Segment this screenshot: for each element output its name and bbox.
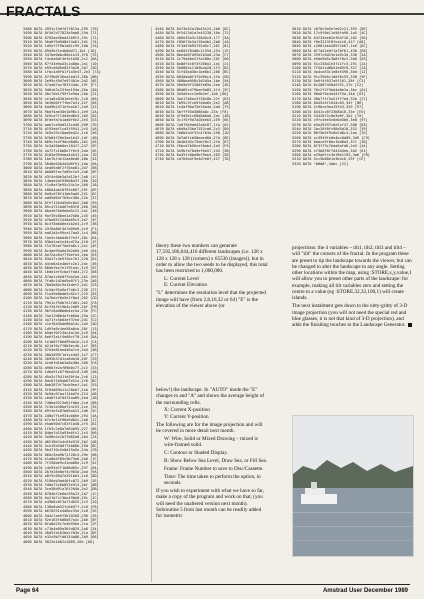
listing-line: 4730 DATA 6a35fc0ba9bf9ee4,265 [58] bbox=[155, 152, 231, 157]
listing-line: 4040 DATA 16da1ef5cba7fdd4,272 [68] bbox=[23, 270, 99, 275]
listing-line: 5200 DATA 8441cc6f25b8b18,33e [E5] bbox=[292, 109, 366, 114]
listing-line: 3880 DATA 6fe712b4d5e0c8a2,2b8 [59] bbox=[23, 200, 99, 205]
listing-line: 4610 DATA 7b95c3fcb9fa6a6e,2e2 [AB] bbox=[155, 100, 231, 105]
listing-line: 4490 DATA ee8d3f84d8c1155d,254 [1F] bbox=[155, 48, 231, 53]
listing-line: 4630 DATA 3bfff55d3086a8c,23a [F8] bbox=[155, 109, 229, 114]
listing-line: 4590 DATA b6f0291e4d8ac35e,2c8 [2E] bbox=[23, 509, 99, 514]
listing-line: 3500 DATA 0703ae50ad41b9f2,29c [72] bbox=[23, 35, 99, 40]
listing-line: 3810 DATA bb8d9fac7e09c1e3,2a6 [0F] bbox=[23, 170, 99, 175]
listing-line: 4160 DATA c1ef6a3bde80a14c,2a5 [4D] bbox=[23, 322, 99, 327]
listing-line: 4060 DATA 7fa8c1d2dd5e07f1,23e [A6] bbox=[23, 278, 99, 283]
end-of-article-icon bbox=[408, 323, 412, 327]
listing-line: 4000 DATA 6a72ac04f7f0efa4,2ba [63] bbox=[23, 252, 99, 257]
page-footer bbox=[0, 584, 424, 599]
listing-line: 4350 DATA 7c3a1e40bdf24c53,2ce [35] bbox=[23, 404, 99, 409]
listing-line: 4600 DATA 5d4c7ae9f3b10268,290 [45] bbox=[23, 513, 99, 518]
listing-line: 4240 DATA 2b92b37d1ca8da10,20f [29] bbox=[23, 357, 99, 362]
listing-line: 4410 DATA 84be7d15a93e6fc2,2c5 [66] bbox=[23, 430, 99, 435]
listing-line: 4270 DATA 1d6a91c67f0ad2c8,2d9 [48] bbox=[23, 370, 99, 375]
listing-line: 4320 DATA 3e5dc07aaf14bd7e,224 [A8] bbox=[23, 391, 99, 396]
listing-line: 4120 DATA 6cf34fe19b4c2d89,2bf [FB] bbox=[23, 305, 99, 309]
listing-line: 4530 DATA fd0a72c6b853e914,2bf [0B] bbox=[23, 483, 99, 488]
listing-line: 3850 DATA e86d4ab18f92e067,29f [6F] bbox=[23, 187, 99, 192]
article-paragraph: The following are for the image projection and will be covered in more detail next month. bbox=[156, 421, 263, 434]
listing-line: 4460 DATA 406e35a3c158d5c0,177 [5A] bbox=[155, 35, 231, 40]
article-legend-line: Y: Current Y-position bbox=[164, 413, 209, 420]
listing-line: 3930 DATA 8c4f3b6d0ea1b2e4,2c9 [3B] bbox=[23, 222, 99, 227]
listing-line: 3640 DATA ce1a8c83d1eee19c,2c0 [8A] bbox=[23, 96, 99, 101]
article-legend-line: B: Show Below Sea Level, Draw Sea, or Fill Sea. bbox=[164, 457, 268, 464]
listing-line: 4300 DATA 8ab3074f7dcb9eaf,2a1 [53] bbox=[23, 383, 99, 388]
listing-line: 4110 DATA 79e1cf5db7e1fd61,2b2 [FA] bbox=[23, 300, 99, 305]
listing-line: 3700 DATA aab7ce9dd313cd46,209 [7D] bbox=[23, 122, 99, 127]
listing-line: 4220 DATA 97b4e81bed40a7ce,2a4 [4B] bbox=[23, 348, 99, 353]
listing-line: 4660 DATA 3022e1b02c2889,26e [66] bbox=[23, 539, 95, 544]
listing-line: 4090 DATA f1a49e8bdb5c02cf,225 [03] bbox=[23, 291, 99, 296]
listing-line: 4360 DATA 69f4e3c87b05ad12,2d6 [5C] bbox=[23, 409, 99, 414]
listing-line: 4470 DATA e1a8d4f05c9b73a6,2a6 [1F] bbox=[23, 457, 99, 462]
listing-line: 4740 DATA cd7b9a4f5e4d7e0f,427 [7D] bbox=[155, 157, 231, 162]
listing-line: 5320 DATA "####",4abc [22] bbox=[292, 161, 349, 166]
landscape-photo bbox=[292, 415, 414, 557]
listing-line: 3940 DATA 43f6a8bf4e7a09a9,2c9 [F1] bbox=[23, 226, 99, 231]
listing-line: 4260 DATA a96b7e2af09b0c77,2c2 [33] bbox=[23, 365, 99, 370]
article-paragraph bbox=[292, 303, 412, 328]
listing-line: 4530 DATA 3e6804c11b9b4a20,1f3 [B2] bbox=[155, 66, 231, 71]
listing-line: 5100 DATA 7f5d1cd8b51e05f8,327 [1A] bbox=[292, 66, 368, 71]
listing-line: 3580 DATA 1fbc4a9fb1f1a3e47,2e3 [7A] bbox=[23, 70, 101, 75]
article-closing-text: The next instalment gets down to the nitty-gritty of 3-D image projection (you will not need the special red and blue glasses, it is not that kind of 3-D projection), and adds the finishing touches to the Landscape Generator. bbox=[292, 303, 408, 329]
article-legend-line: W: Wire, Solid or Mixed Drawing – mixed is wire-framed solid. bbox=[164, 435, 258, 449]
listing-line: 3870 DATA ad05d64f7b9ac38e,22e [37] bbox=[23, 196, 99, 201]
listing-line: 4500 DATA 8be4d07d92b2b3a0,23a [C7] bbox=[155, 53, 231, 58]
listing-line: 4390 DATA e5ab90d7c63f1b48,2f5 [81] bbox=[23, 422, 99, 427]
listing-line: 4430 DATA d02f8b7a4c63e915,2b2 [A8] bbox=[23, 439, 99, 444]
listing-line: 4200 DATA 1e1b07f0bd99da1e,2c3 [C4] bbox=[23, 339, 99, 344]
listing-line: 3540 DATA 347be0bbc86a1e13,3f0 [7E] bbox=[23, 53, 99, 58]
listing-line: 4020 DATA a3cb6a1e4bdfc2e1,2dc [36] bbox=[23, 261, 99, 266]
listing-line: 5260 DATA cc3949fe0e4bc8d09,3d9 [C9] bbox=[292, 135, 370, 140]
listing-line: 4650 DATA e32c9b7fd0154a86,2b9 [66] bbox=[23, 535, 99, 540]
listing-line: 4050 DATA 87da1c6e8f7da2ad,2a1 [69] bbox=[23, 274, 99, 279]
listing-line: 3980 DATA f1e70cbf7de5a8c1,2e1 [AF] bbox=[23, 244, 99, 249]
listing-line: 5180 DATA 8d4544f1644c03,34f [86] bbox=[292, 100, 364, 105]
listing-line: 5060 DATA 0f7a52e0f1a70f61,436 [E8] bbox=[292, 48, 368, 53]
article-legend-line: X: Current X-position bbox=[164, 407, 210, 414]
listing-line: 4470 DATA f056f3e3a1f0a4b2,2b0 [4A] bbox=[155, 40, 231, 45]
listing-line: 3560 DATA 67f43e0a43c1a8bb,2a1 [10] bbox=[23, 61, 99, 66]
listing-line: 5210 DATA 54426f2c8e3e6f,2b2 [19] bbox=[292, 113, 364, 118]
article-column-middle-bottom bbox=[156, 387, 268, 521]
listing-line: 3860 DATA 6a9cd70f41bb5ad5,241 [6C] bbox=[23, 192, 99, 197]
listing-line: 4340 DATA 740ba9213e61fdbe,2cd [68] bbox=[23, 400, 99, 405]
listing-line: 5240 DATA 2ac20f0fc98d5d18,332 [39] bbox=[292, 126, 368, 131]
listing-line: 5270 DATA 8abce5f6bcfbd0a5,3f1 [1B] bbox=[292, 139, 368, 144]
listing-line: 3570 DATA e95cd0d5e03f3a26,2b7 [5D] bbox=[23, 66, 99, 71]
listing-line: 3550 DATA f4c6a0df4efe1b58,2c2 [6A] bbox=[23, 57, 99, 62]
footer-rule bbox=[14, 584, 410, 585]
listing-line: 5070 DATA 2597c6d15e1a9c3d,336 [2A] bbox=[292, 53, 368, 58]
listing-line: 4370 DATA 2d8a7f1e934cb06e,294 [4A] bbox=[23, 413, 99, 418]
article-legend-line: C: Contour or Shaded Display. bbox=[164, 450, 228, 457]
listing-line: 4450 DATA 9b47f0c2e8d15a3e,24a [CB] bbox=[23, 448, 99, 453]
listing-line: 4720 DATA 3e9bfa70a5ef6a57,243 [38] bbox=[155, 148, 231, 153]
listing-line: 5160 DATA 90e6f5e4d44ff5a,34b [63] bbox=[292, 92, 366, 97]
listing-line: 3920 DATA d7be85f2440a69c3,2b7 [4F] bbox=[23, 218, 99, 223]
listing-line: 3970 DATA 93bd1ae1e44cd72a,210 [1F] bbox=[23, 239, 99, 244]
listing-line: 4560 DATA 488bbe058c3d2d5a,1be [5A] bbox=[155, 79, 231, 84]
listing-line: 5120 DATA 91c39b5c1d0f6c53,338 [9F] bbox=[292, 74, 368, 79]
listing-line: 3840 DATA f1c8af3e95c24c1e,266 [18] bbox=[23, 183, 99, 188]
listing-line: 4100 DATA 2a7bdcf6e5e1f8a4,202 [CD] bbox=[23, 296, 99, 301]
listing-line: 3820 DATA d3f4c60e3a2d12bf,2a8 [1C] bbox=[23, 174, 99, 179]
listing-line: 4650 DATA 3c1f5f9d7a28eeb3,259 [6E] bbox=[155, 118, 231, 123]
listing-line: 3490 DATA 8f5d7d77823e5ab8,29d [71] bbox=[23, 31, 99, 36]
listing-line: 3690 DATA 8fdefa7a1ad0f6e2,2e3 [53] bbox=[23, 118, 99, 123]
listing-line: 3890 DATA 85c4f21bd67e83f6,260 [58] bbox=[23, 205, 99, 210]
listing-line: 4580 DATA 138e6da52fc0b97f,2c0 [F8] bbox=[23, 504, 99, 509]
listing-line: 4080 DATA 3c5dc92a9af7a6c2,236 [27] bbox=[23, 287, 99, 292]
listing-line: 4070 DATA 78a5b84c9a15def2,2a1 [53] bbox=[23, 283, 99, 288]
listing-line: 4330 DATA c6a8f1d7d4f2aa89,2ed [1B] bbox=[23, 396, 99, 401]
code-listing-middle bbox=[155, 27, 290, 240]
listing-line: 5190 DATA 2c9bce3ea15fe3,329 [97] bbox=[292, 105, 364, 110]
listing-line: 3990 DATA 8c4ae95a0a7b2e6d,2e6 [64] bbox=[23, 248, 99, 253]
listing-line: 3620 DATA 9d6cb3c23fee194a,20a [50] bbox=[23, 87, 99, 92]
listing-line: 4570 DATA 50e9a9f3206fe65e,2ee [4E] bbox=[155, 83, 231, 88]
article-legend-line: E: Current Elevation bbox=[164, 282, 207, 289]
listing-line: 5090 DATA 51c33841e3f11fc3,191 [24] bbox=[292, 61, 368, 66]
listing-line: 5040 DATA f8e3213f8fcdc10,417 [A8] bbox=[292, 40, 366, 45]
listing-line: 4670 DATA e0d9a23be7152ca6,2c3 [D0] bbox=[155, 126, 231, 131]
listing-line: 4520 DATA 8a80f4c0f3f260a2,1a1 [21] bbox=[155, 61, 231, 66]
listing-line: 3960 DATA 7ae5c4bbd4bf7e4f,28c [D4] bbox=[23, 235, 99, 240]
listing-line: 3680 DATA 3e9ca7f14d3ed8e4,1b5 [02] bbox=[23, 113, 99, 118]
listing-line: 3630 DATA 40c7de1f95f1e9aa,2bb [21] bbox=[23, 92, 99, 97]
listing-line: 4230 DATA 40b3d99f1d1ce4d3,1c7 [C7] bbox=[23, 352, 99, 357]
listing-line: 4520 DATA 5196eb3ad40fc872,2b9 [2E] bbox=[23, 478, 99, 483]
page-number: Page 64 bbox=[16, 588, 39, 594]
listing-line: 4620 DATA 1e4af9ba75e16a4a,2dd [79] bbox=[155, 105, 231, 110]
listing-line: 3480 DATA 4991c19dfd7f813a,299 [70] bbox=[23, 27, 99, 31]
listing-line: 3760 DATA 4a72fc1bb8e7f6c9,2ab [5E] bbox=[23, 148, 99, 153]
listing-line: 3830 DATA 14bae4d1930d6a3f,26b [20] bbox=[23, 179, 99, 184]
listing-line: 5140 DATA 6c2687450a5f51,27e [C2] bbox=[292, 83, 364, 88]
listing-line: 5030 DATA 64f34ee02ef04f16,202 [56] bbox=[292, 35, 368, 40]
listing-line: 3660 DATA 6ad9b2471efea1b7,2a9 [22] bbox=[23, 105, 99, 110]
article-column-middle-top bbox=[156, 243, 268, 311]
listing-line: 4550 DATA 6840ab0f3f2d9bc4,2fa [ED] bbox=[155, 74, 231, 79]
listing-line: 3780 DATA 1be7bf4e12ae8ed6,28b [45] bbox=[23, 157, 99, 162]
listing-line: 4560 DATA 6a2fd7c13be490e8,29c [1C] bbox=[23, 496, 99, 501]
listing-line: 4440 DATA 84f3e52a15b45c24,2b0 [8C] bbox=[155, 27, 231, 31]
listing-line: 5010 DATA c678c9a5e7e02c21,355 [8E] bbox=[292, 27, 368, 31]
article-legend-line: Frame: Frame Number to save to Disc/Cassette. bbox=[164, 465, 264, 472]
listing-line: 5110 DATA 4a4ca53c1e8e5398,30d [12] bbox=[292, 70, 368, 75]
article-legend-line: Time: The time taken to perform the option, in seconds. bbox=[164, 473, 261, 487]
listing-line: 4570 DATA e49b8c0f3a71d625,2c3 [20] bbox=[23, 500, 99, 505]
article-paragraph: If you wish to experiment with what we have so far, make a copy of the program and work on that, (you will need the unaltered version next month). Subroutine 5 from last month can be readily added for isometric bbox=[156, 487, 264, 520]
page-header bbox=[0, 0, 424, 22]
listing-line: 4640 DATA 48d5fa162bec703e,21a [BF] bbox=[23, 530, 99, 535]
listing-line: 5050 DATA c26814ea285f2e67,1e6 [6C] bbox=[292, 44, 368, 49]
listing-line: 3740 DATA b69cfe4f9dcd8d0c,2b1 [A5] bbox=[23, 139, 99, 144]
listing-line: 4690 DATA 3d7a8fcb50eaed8d,27d [8E] bbox=[155, 135, 231, 140]
listing-line: 5280 DATA 8f3f79c7bda0afd6,2e5 [44] bbox=[292, 144, 368, 149]
listing-line: 4480 DATA 3f3a53b95f35d5c7,261 [81] bbox=[155, 44, 231, 49]
listing-line: 4550 DATA 8704bf2e6dc95a13,2a7 [1C] bbox=[23, 491, 99, 496]
article-legend-line: L: Current Level bbox=[164, 276, 199, 283]
listing-line: 4620 DATA 0fa8d25c7e4b936e,2ca [2F] bbox=[23, 522, 99, 527]
listing-line: 3800 DATA 4ea65a8f2f70aa81,2d7 [6B] bbox=[23, 166, 99, 170]
listing-line: 3910 DATA 9af39c80ee1a7b6b,245 [45] bbox=[23, 213, 99, 218]
listing-line: 4510 DATA 2c79a6be21fa280e,20f [00] bbox=[155, 57, 231, 62]
listing-line: 4540 DATA 3ce58d91a76f204b,2e2 [DB] bbox=[23, 487, 99, 492]
listing-line: 3670 DATA 9bdf4ae38e1b98c1,1e9 [2A] bbox=[23, 109, 99, 114]
listing-line: 4700 DATA 4b4b5d3c75ebf8c2,2fb [67] bbox=[155, 139, 231, 144]
listing-line: 4680 DATA 7b6b5a4f3fc47b3a,290 [1D] bbox=[155, 131, 231, 136]
listing-line: 3730 DATA 07b84f20e3ae1b42,1df [4B] bbox=[23, 135, 99, 140]
listing-line: 3600 DATA 2e99c49d7e97401e,2d2 [6E] bbox=[23, 79, 99, 84]
listing-line: 3750 DATA 3c5a20bb0ec18417,247 [5F] bbox=[23, 144, 99, 149]
listing-line: 4460 DATA 06dc3ea9b71f28c4,29e [08] bbox=[23, 452, 99, 457]
listing-line: 4150 DATA 4a71fc5b04ef37ed,2d1 [C2] bbox=[23, 318, 99, 323]
listing-line: 4210 DATA b21df6c7f0b3ec4b,1cf [B3] bbox=[23, 344, 99, 349]
article-column-right bbox=[292, 245, 412, 330]
listing-line: 3950 DATA ea61d4c99ce17aa5,1c4 [B8] bbox=[23, 231, 99, 236]
listing-line: 3790 DATA 56d8e03b4a2d8f91,1da [0A] bbox=[23, 161, 99, 166]
listing-line: 4010 DATA 83d17c4e9f2bc7b1,220 [62] bbox=[23, 257, 99, 262]
code-listing-left bbox=[23, 27, 152, 582]
listing-line: 3900 DATA 0ba4d70a9ebd5c22,2a1 [48] bbox=[23, 209, 99, 214]
listing-line: 3770 DATA 0183a99deba4a541,2aa [7D] bbox=[23, 152, 99, 157]
listing-line: 4380 DATA b7c3e14f06a9d82c,2a0 [17] bbox=[23, 417, 99, 422]
listing-line: 4660 DATA 7a6f3b9dd42a0c87,1fa [62] bbox=[155, 122, 231, 127]
listing-line: 4630 DATA c71b4e09a36fd825,2a8 [34] bbox=[23, 526, 99, 531]
listing-line: 5250 DATA 86f5b9f9c8e2d8c4,2ae [7E] bbox=[292, 131, 368, 136]
listing-line: 4500 DATA 2b7d16e8af4c903d,2ad [9A] bbox=[23, 470, 99, 475]
listing-line: 5020 DATA 17c9f6e11e56fa96,1a5 [4C] bbox=[292, 31, 368, 36]
listing-line: 4280 DATA d5a3c7941fe20f4a,2c6 [13] bbox=[23, 374, 99, 379]
listing-line: 4310 DATA 3f64d09a11c28eb7,2cb [9F] bbox=[23, 387, 99, 392]
listing-line: 4250 DATA 4ce6fd1bb3a8e48e,266 [FA] bbox=[23, 361, 99, 366]
listing-line: 4420 DATA 3a96e4c1bf7d82a0,2b4 [24] bbox=[23, 435, 99, 440]
listing-line: 3710 DATA d193ebf1ca3f5941,2c5 [4A] bbox=[23, 126, 99, 131]
listing-line: 5220 DATA c9fc4ee5c6e0d3b6,3e8 [97] bbox=[292, 118, 368, 123]
listing-line: 5150 DATA 76c2f2f5bd4a0e1a,3bc [A1] bbox=[292, 87, 368, 92]
listing-line: 5130 DATA 5a9f4f037a9f161,28f [C3] bbox=[292, 79, 366, 84]
listing-line: 3530 DATA 09d3bf1e4b0dd71,1b1 [10] bbox=[23, 48, 97, 53]
listing-line: 4540 DATA 51f45bd3bc1be6b1,286 [BC] bbox=[155, 70, 231, 75]
listing-line: 4290 DATA 6dc8f1b9ab67e51e,2f6 [BC] bbox=[23, 378, 99, 383]
article-paragraph: theory these two numbers can generate 17,592,186,044,416 different landscapes (i.e. 128 x 128 x 128 x 128 (corners) x 65536 (images)), but in order to allow the two seeds to be displayed, this total has been restricted to 1,000,000. bbox=[156, 243, 268, 275]
listing-line: 3590 DATA 67f9b0f36ea1bd13,28b [6B] bbox=[23, 74, 99, 79]
article-paragraph: below!) the landscape. In "AUTO" mode the "E" changes to and "A" and shows the average height of the surrounding cells. bbox=[156, 387, 265, 406]
listing-line: 4140 DATA 7ae12d0b4afcb6da,25a [2C] bbox=[23, 313, 99, 318]
listing-line: 4600 DATA 3ae17b6ac5f38c8b,22f [D3] bbox=[155, 96, 231, 101]
listing-line: 3610 DATA 57aa07acf83f44dc,19f [F7] bbox=[23, 83, 99, 88]
listing-line: 4440 DATA 5ce19a3d0f74b86b,29d [BC] bbox=[23, 444, 99, 448]
listing-line: 4640 DATA 4f9d9e1c68d0b0ab,2dc [48] bbox=[155, 113, 231, 118]
listing-line: 4170 DATA 1d9fa8c4ee58a0cb,28f [13] bbox=[23, 326, 99, 331]
listing-line: 4030 DATA 66bbfbc7e1f91a4c,2c9 [67] bbox=[23, 265, 99, 270]
listing-line: 5170 DATA 38b7f1f5a21ff7ed,32b [27] bbox=[292, 96, 368, 101]
listing-line: 4490 DATA c4e93a7f1b08d65c,297 [04] bbox=[23, 465, 99, 470]
section-title: FRACTALS bbox=[6, 3, 81, 19]
article-paragraph: "L" determines the resolution level that the projected image will have (from 2,8,16,32 or 64) "E" is the elevation of the viewer above (or bbox=[156, 290, 266, 309]
listing-line: 4710 DATA f6bcd7b56cef0ab4,2a5 [F5] bbox=[155, 144, 231, 149]
listing-line: 4590 DATA 3a5d5ecc2a9b2ef,1a0 [60] bbox=[155, 92, 229, 97]
article-paragraph: projections: the 4 variables – tilt1, tilt2, tilt3 and tilt4 – will "tilt" the corners of the fractal. In the program these are preset to tip the landscape towards the viewer, but can be changed to alter the landscape to any angle. Setting other locations within the map, using :STORE,x,y,value,1 will allow you to preset other parts of the landscape: for example, making all tilt variables zero and setting the centre to a value (eg :STORE,32,32,100,1) will create islands. bbox=[292, 245, 412, 302]
listing-line: 4510 DATA a8f3c05d7e291b64,2c0 [8D] bbox=[23, 474, 99, 479]
listing-line: 4190 DATA 6e6f2a1f4e68cf70,2c6 [DA] bbox=[23, 335, 99, 340]
magazine-issue: Amstrad User December 1989 bbox=[322, 588, 408, 594]
listing-line: 4450 DATA 0f5413d1a7e45230,16a [72] bbox=[155, 31, 231, 36]
listing-line: 3520 DATA 1d5ef7f9b1a01c99,2b0 [7A] bbox=[23, 44, 99, 49]
listing-line: 4480 DATA 7f250be9c41da68e,2c9 [52] bbox=[23, 461, 99, 466]
listing-line: 5290 DATA cf3b8f8f7d43a3eb,3d2 [61] bbox=[292, 148, 368, 153]
listing-line: 3720 DATA 3e5e19c10ae0ed2c,1c6 [56] bbox=[23, 131, 99, 136]
listing-line: 4180 DATA b5def0f23ac4a14e,2c9 [64] bbox=[23, 331, 99, 336]
listing-line: 4580 DATA 80d65c479bee9a85,2f4 [5C] bbox=[155, 87, 231, 92]
listing-line: 4130 DATA 9b7c8ad8bdb4ec5a,23e [FC] bbox=[23, 309, 99, 314]
listing-line: 5300 DATA e29a0fcc3ef8e1f83,3a6 [F8] bbox=[292, 152, 370, 157]
code-listing-right bbox=[292, 27, 417, 168]
listing-line: 5310 DATA 5cc5b80e1e3b4c6,29f [CE] bbox=[292, 157, 366, 162]
listing-line: 4400 DATA 1f63c2e8a7d04b95,227 [0E] bbox=[23, 426, 99, 431]
listing-line: 5230 DATA e5e49297c6e5cf47,388 [63] bbox=[292, 122, 368, 127]
listing-line: 5080 DATA e9de9b5c3b8ff0c2,3b0 [03] bbox=[292, 57, 368, 62]
harbour-scene-image bbox=[293, 416, 413, 556]
listing-line: 3650 DATA 3e26d0ff7fbe7a31,22f [05] bbox=[23, 100, 99, 105]
listing-line: 3510 DATA 56a6f9d9d84f4a61,2d1 [74] bbox=[23, 40, 99, 45]
listing-line: 4610 DATA 92e163fb08d57a4c,2b6 [8F] bbox=[23, 517, 99, 522]
